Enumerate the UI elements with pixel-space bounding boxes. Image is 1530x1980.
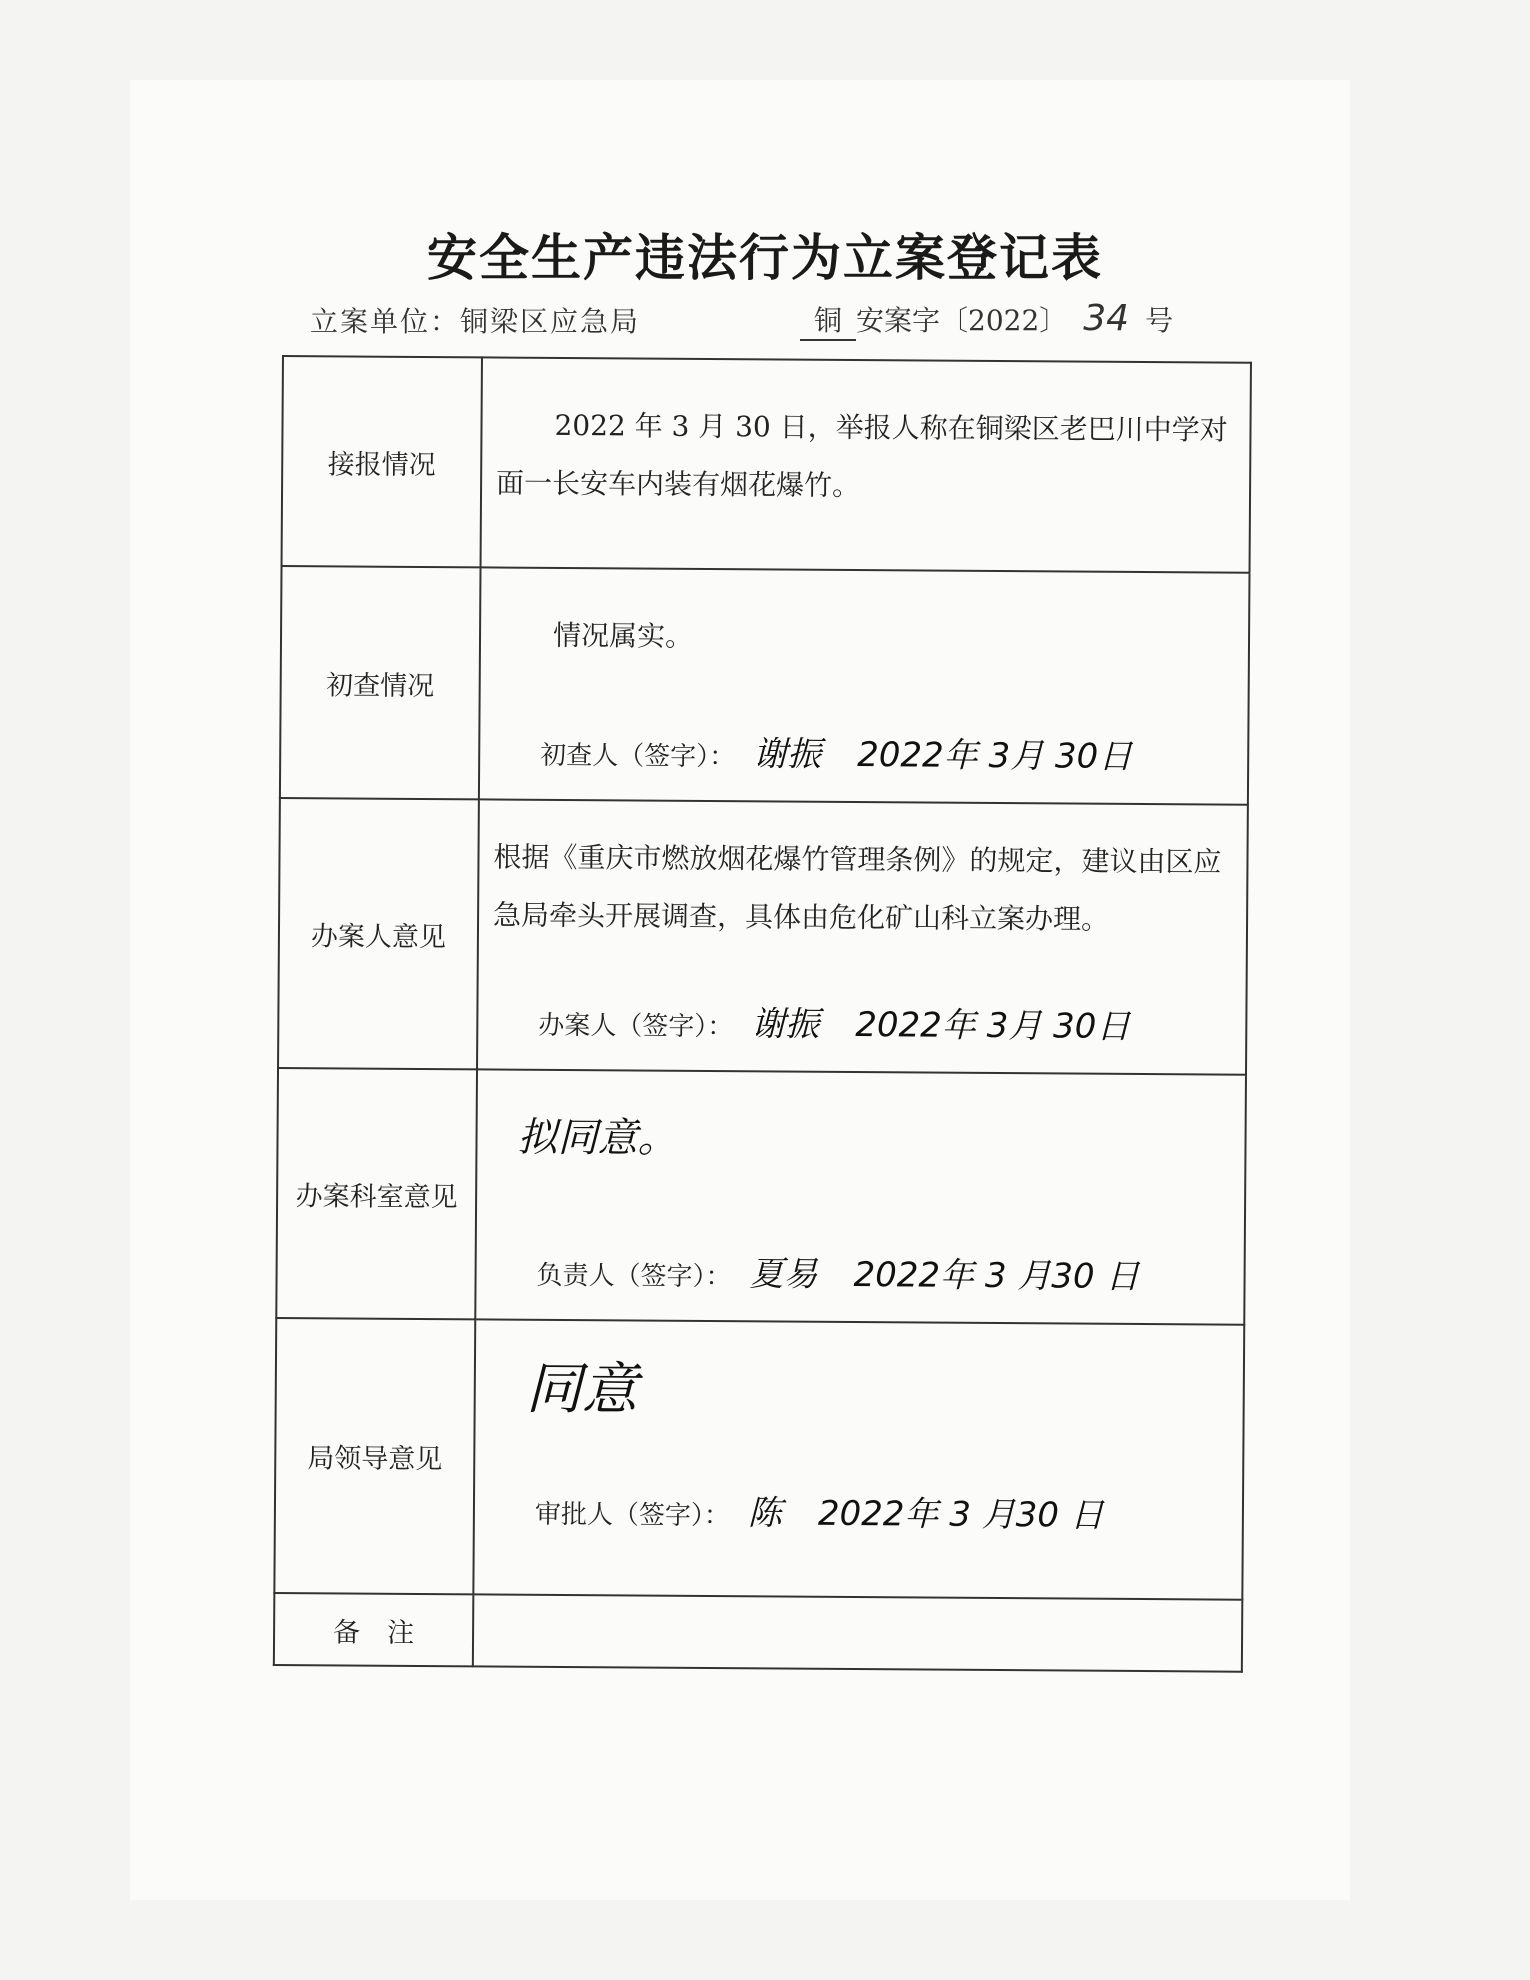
signature-line — [540, 724, 1150, 789]
report-text: 2022 年 3 月 30 日，举报人称在铜梁区老巴川中学对面一长安车内装有烟花爆竹。 — [495, 408, 1228, 503]
row-content — [479, 567, 1250, 804]
handwritten-date: 2022年 3 月30 日 — [853, 1255, 1140, 1298]
handwritten-signature: 夏易 — [749, 1254, 818, 1295]
row-content — [475, 1069, 1246, 1324]
case-number-handwritten: 34 — [1083, 298, 1130, 339]
handwritten-signature: 陈 — [747, 1493, 783, 1534]
handwritten-date: 2022年 3月 30日 — [855, 1005, 1131, 1047]
handwritten-opinion: 拟同意。 — [517, 1114, 678, 1162]
preliminary-text: 情况属实。 — [552, 618, 694, 653]
row-label: 初查情况 — [280, 566, 481, 799]
row-department-opinion — [276, 1068, 1246, 1325]
signature-line — [538, 994, 1148, 1059]
row-report — [282, 356, 1251, 573]
handwritten-signature: 谢振 — [751, 1004, 820, 1045]
row-content — [481, 357, 1251, 572]
row-label: 办案人意见 — [278, 798, 479, 1069]
row-handler-opinion — [278, 798, 1248, 1075]
registration-table — [273, 355, 1252, 1673]
handler-opinion-text: 根据《重庆市燃放烟花爆竹管理条例》的规定，建议由区应急局牵头开展调查，具体由危化矿山科立案办理。 — [492, 840, 1222, 936]
sign-label: 初查人（签字）： — [540, 740, 736, 773]
form-title: 安全生产违法行为立案登记表 — [427, 228, 1103, 287]
row-label: 备 注 — [274, 1593, 473, 1666]
row-label: 办案科室意见 — [276, 1068, 477, 1319]
row-leader-opinion — [274, 1318, 1244, 1600]
row-preliminary — [280, 566, 1250, 805]
filing-unit: 立案单位：铜梁区应急局 — [310, 305, 641, 338]
row-content — [473, 1319, 1244, 1599]
row-label: 局领导意见 — [274, 1318, 475, 1594]
case-middle: 安案字〔2022〕 — [856, 304, 1068, 337]
signature-line — [535, 1483, 1122, 1548]
sign-label: 办案人（签字）： — [538, 1010, 734, 1043]
handwritten-date: 2022年 3 月30 日 — [817, 1493, 1104, 1536]
row-remarks — [274, 1593, 1242, 1672]
handwritten-date: 2022年 3月 30日 — [857, 735, 1133, 777]
row-label: 接报情况 — [282, 356, 482, 567]
remarks-content — [473, 1594, 1242, 1671]
signature-line — [536, 1244, 1157, 1309]
sign-label: 审批人（签字）： — [534, 1499, 731, 1532]
case-suffix: 号 — [1145, 304, 1174, 337]
handwritten-signature: 谢振 — [753, 734, 822, 775]
case-prefix: 铜 — [800, 299, 856, 341]
handwritten-opinion: 同意 — [525, 1356, 639, 1423]
row-content — [477, 799, 1248, 1074]
sign-label: 负责人（签字）： — [536, 1260, 732, 1293]
case-number — [800, 298, 1173, 341]
